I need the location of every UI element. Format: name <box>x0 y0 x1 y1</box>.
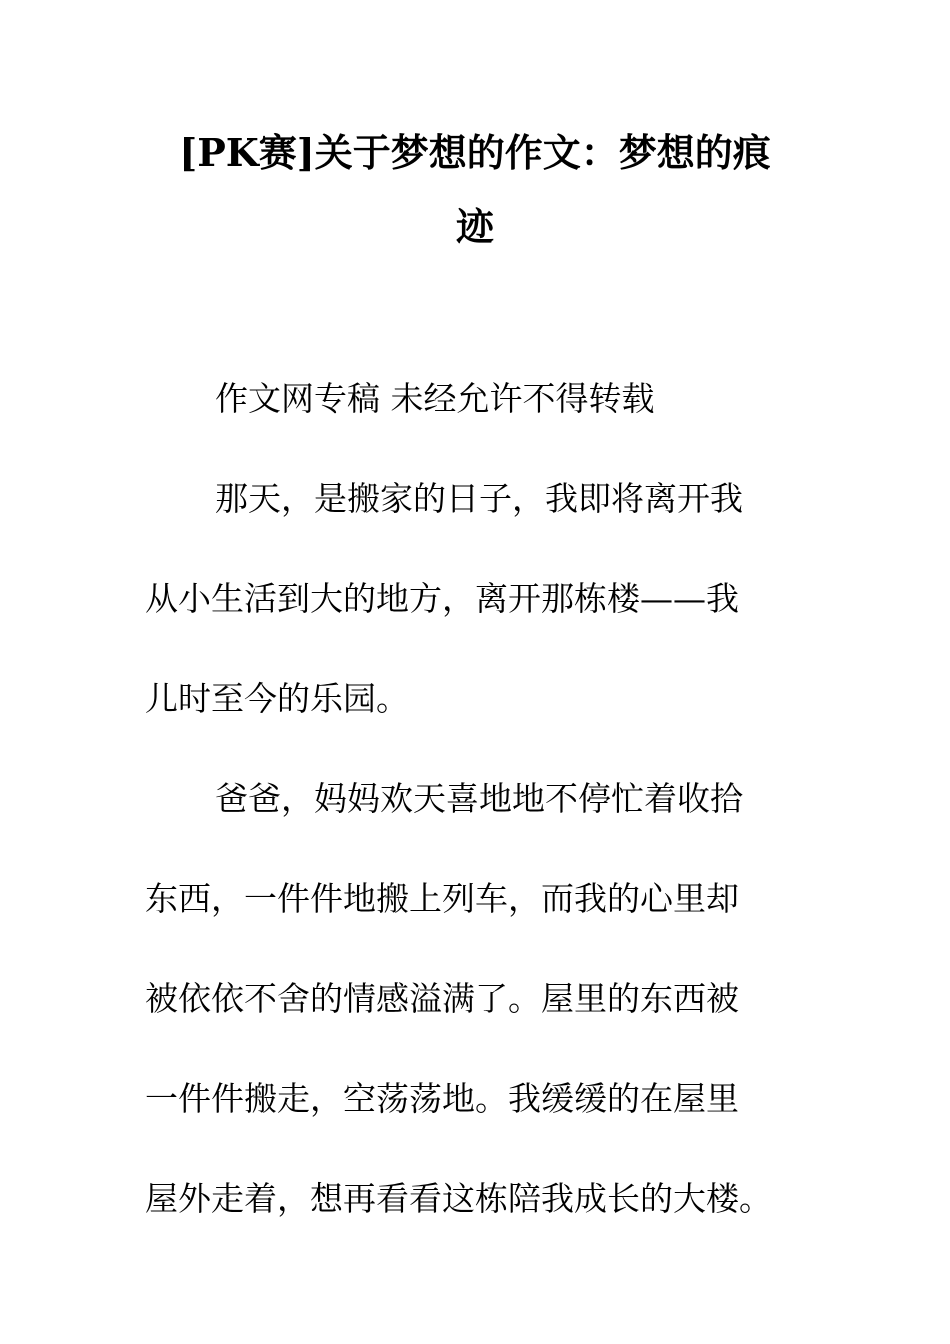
document-title-line-1: [PK赛]关于梦想的作文：梦想的痕 <box>179 130 771 175</box>
paragraph-line: 儿时至今的乐园。 <box>145 679 409 718</box>
paragraph-line: 被依依不舍的情感溢满了。屋里的东西被 <box>145 979 739 1018</box>
byline-text: 作文网专稿 未经允许不得转载 <box>215 379 655 418</box>
document-title-line-2: 迹 <box>455 204 494 249</box>
paragraph-line: 爸爸，妈妈欢天喜地地不停忙着收拾 <box>215 779 743 818</box>
paragraph-line: 东西，一件件地搬上列车，而我的心里却 <box>145 879 739 918</box>
paragraph-line: 一件件搬走，空荡荡地。我缓缓的在屋里 <box>145 1079 739 1118</box>
paragraph-line: 屋外走着，想再看看这栋陪我成长的大楼。 <box>145 1179 772 1218</box>
paragraph-line: 从小生活到大的地方，离开那栋楼——我 <box>145 579 739 618</box>
paragraph-line: 那天，是搬家的日子，我即将离开我 <box>215 479 743 518</box>
